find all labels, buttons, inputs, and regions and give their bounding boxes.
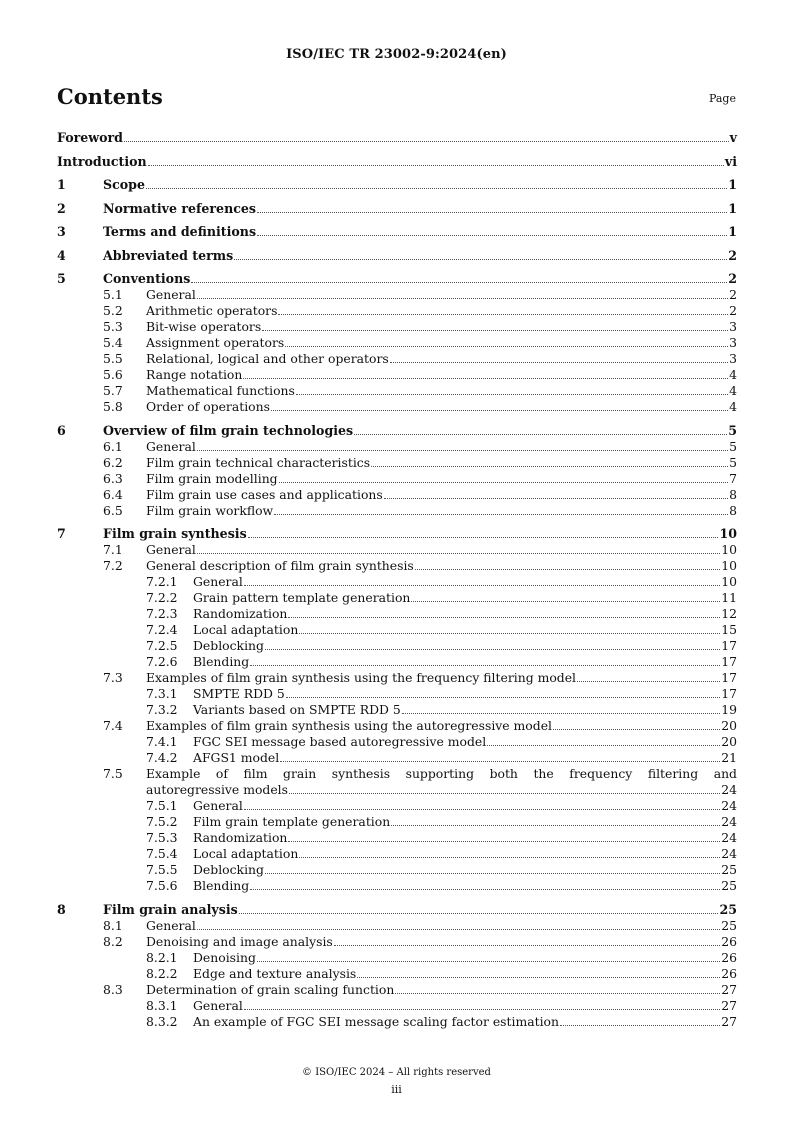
toc-leader-dots — [243, 377, 728, 379]
toc-entry[interactable] — [57, 439, 737, 455]
toc-entry-title: Assignment operators — [146, 335, 285, 350]
toc-entry[interactable] — [57, 423, 737, 439]
toc-entry-number: 7 — [57, 526, 66, 541]
toc-leader-dots — [191, 281, 727, 283]
toc-entry-page: 4 — [729, 399, 737, 414]
toc-entry[interactable] — [57, 201, 737, 217]
toc-leader-dots — [371, 465, 728, 467]
toc-entry-number: 5.3 — [103, 319, 123, 334]
toc-entry-page: 3 — [729, 335, 737, 350]
toc-leader-dots — [197, 928, 720, 930]
toc-entry-number: 5 — [57, 271, 66, 286]
table-of-contents — [57, 130, 737, 1030]
toc-leader-dots — [257, 211, 727, 213]
toc-entry-page: 17 — [721, 670, 737, 685]
toc-entry[interactable] — [57, 798, 737, 814]
toc-entry-page: 10 — [721, 558, 737, 573]
toc-leader-dots — [265, 648, 720, 650]
toc-entry-number: 7.2.5 — [146, 638, 178, 653]
toc-entry-title: Denoising and image analysis — [146, 933, 333, 949]
toc-leader-dots — [391, 824, 720, 826]
toc-entry-number: 7.2.4 — [146, 622, 178, 637]
toc-entry-page: 10 — [719, 526, 737, 541]
toc-entry-title: Randomization — [193, 830, 288, 845]
toc-entry-number: 7.3.2 — [146, 702, 178, 717]
toc-entry[interactable] — [57, 918, 737, 934]
toc-entry-number: 7.5.3 — [146, 830, 178, 845]
toc-entry[interactable] — [57, 622, 737, 638]
toc-entry[interactable] — [57, 638, 737, 654]
toc-entry-title: General — [146, 542, 196, 557]
toc-entry-number: 7.2 — [103, 558, 123, 573]
toc-entry-number: 8.3 — [103, 981, 123, 997]
toc-entry-title: Blending — [193, 654, 250, 669]
toc-leader-dots — [354, 433, 727, 435]
toc-entry-title: Foreword — [57, 130, 123, 145]
toc-entry[interactable] — [57, 814, 737, 830]
toc-entry-title: General description of film grain synthesis — [146, 558, 414, 573]
toc-entry-title: Examples of film grain synthesis using the autoregressive model — [146, 718, 552, 733]
toc-entry-page: 17 — [721, 638, 737, 653]
copyright-footer: © ISO/IEC 2024 – All rights reserved — [302, 1067, 491, 1078]
toc-entry-title: Terms and definitions — [103, 224, 257, 239]
toc-entry-title: Local adaptation — [193, 846, 299, 861]
toc-entry-number: 7.3 — [103, 670, 123, 685]
toc-entry-page: 2 — [728, 247, 737, 263]
toc-entry-page: 5 — [729, 454, 737, 470]
toc-entry-number: 8.2.2 — [146, 965, 178, 981]
toc-leader-dots — [148, 164, 724, 166]
toc-entry-number: 6.2 — [103, 454, 123, 470]
toc-entry-number: 7.5.2 — [146, 814, 178, 829]
toc-entry-page: 19 — [721, 702, 737, 717]
toc-entry[interactable] — [57, 526, 737, 542]
toc-entry[interactable] — [57, 846, 737, 862]
toc-entry[interactable] — [57, 224, 737, 240]
toc-leader-dots — [279, 481, 729, 483]
toc-entry-page: 2 — [729, 303, 737, 318]
toc-entry-title: Introduction — [57, 153, 147, 169]
toc-entry-page: 25 — [721, 917, 737, 933]
toc-entry[interactable] — [57, 177, 737, 193]
toc-entry[interactable] — [57, 862, 737, 878]
toc-entry[interactable] — [57, 982, 737, 998]
toc-entry-page: 4 — [729, 367, 737, 382]
toc-entry[interactable] — [57, 718, 737, 734]
toc-entry[interactable] — [57, 351, 737, 367]
toc-entry-title: Film grain workflow — [146, 502, 274, 518]
toc-entry-page: 24 — [721, 798, 737, 813]
toc-entry-page: 12 — [721, 606, 737, 621]
page-number: iii — [391, 1083, 402, 1096]
toc-entry[interactable] — [57, 934, 737, 950]
page-title: Contents — [57, 84, 163, 109]
toc-entry-number: 5.7 — [103, 383, 123, 398]
toc-entry-page: 26 — [721, 949, 737, 965]
toc-entry-page: 17 — [721, 686, 737, 701]
toc-entry-title: Deblocking — [193, 638, 264, 653]
toc-entry[interactable] — [57, 471, 737, 487]
toc-entry-page: 26 — [721, 933, 737, 949]
toc-entry[interactable] — [57, 319, 737, 335]
toc-entry-title: AFGS1 model — [193, 750, 280, 765]
toc-leader-dots — [250, 888, 720, 890]
toc-entry-title: Edge and texture analysis — [193, 965, 357, 981]
toc-entry-page: vi — [724, 153, 737, 169]
toc-entry-number: 8.1 — [103, 917, 123, 933]
toc-leader-dots — [402, 712, 720, 714]
toc-leader-dots — [560, 1024, 720, 1026]
toc-entry[interactable] — [57, 782, 737, 798]
toc-entry-number: 8.2 — [103, 933, 123, 949]
toc-entry[interactable] — [57, 902, 737, 918]
toc-entry-title: Examples of film grain synthesis using the frequency filtering model — [146, 670, 577, 685]
toc-entry-number: 7.2.6 — [146, 654, 178, 669]
toc-leader-dots — [296, 393, 728, 395]
toc-leader-dots — [197, 297, 728, 299]
toc-entry-number: 3 — [57, 224, 66, 239]
toc-leader-dots — [274, 513, 728, 515]
toc-entry[interactable] — [57, 950, 737, 966]
toc-entry[interactable] — [57, 574, 737, 590]
toc-entry-title: General — [193, 997, 243, 1013]
toc-leader-dots — [250, 664, 720, 666]
toc-entry-page: 7 — [729, 470, 737, 486]
toc-leader-dots — [288, 616, 720, 618]
toc-entry-page: 3 — [729, 319, 737, 334]
toc-entry-number: 5.4 — [103, 335, 123, 350]
toc-entry-page: 11 — [721, 590, 737, 605]
toc-entry[interactable] — [57, 303, 737, 319]
toc-leader-dots — [248, 536, 719, 538]
toc-entry-number: 7.2.1 — [146, 574, 178, 589]
toc-entry-page: 8 — [729, 502, 737, 518]
toc-entry-title: Film grain template generation — [193, 814, 391, 829]
toc-entry-title: Deblocking — [193, 862, 264, 877]
toc-entry-title: autoregressive models — [146, 782, 288, 797]
toc-entry-title: Film grain modelling — [146, 470, 278, 486]
toc-leader-dots — [288, 840, 720, 842]
toc-entry-page: 1 — [728, 224, 737, 239]
toc-entry[interactable] — [57, 1014, 737, 1030]
toc-entry[interactable] — [57, 487, 737, 503]
toc-leader-dots — [124, 140, 729, 142]
toc-entry-title-line1: Example of film grain synthesis supporting both the frequency filtering and — [146, 766, 737, 781]
toc-entry-number: 1 — [57, 177, 66, 192]
toc-entry-title: Determination of grain scaling function — [146, 981, 395, 997]
toc-entry-number: 5.5 — [103, 351, 123, 366]
toc-entry-title: Abbreviated terms — [103, 247, 234, 263]
toc-entry[interactable] — [57, 558, 737, 574]
toc-entry-number: 6.3 — [103, 470, 123, 486]
toc-entry-page: 1 — [728, 200, 737, 216]
toc-entry-page: 20 — [721, 734, 737, 749]
toc-entry[interactable] — [57, 750, 737, 766]
toc-entry-title: Mathematical functions — [146, 383, 295, 398]
page-column-label: Page — [708, 92, 736, 105]
toc-entry-page: 26 — [721, 965, 737, 981]
toc-leader-dots — [286, 696, 720, 698]
toc-entry[interactable] — [57, 830, 737, 846]
toc-entry-title: Film grain analysis — [103, 901, 238, 917]
toc-entry-page: 10 — [721, 542, 737, 557]
toc-entry-title: Relational, logical and other operators — [146, 351, 389, 366]
toc-entry-page: 15 — [721, 622, 737, 637]
toc-leader-dots — [390, 361, 728, 363]
toc-leader-dots — [334, 944, 720, 946]
toc-entry-title: FGC SEI message based autoregressive model — [193, 734, 487, 749]
toc-entry-page: 24 — [721, 846, 737, 861]
toc-leader-dots — [239, 912, 719, 914]
toc-entry-page: 5 — [728, 422, 737, 438]
toc-entry[interactable] — [57, 590, 737, 606]
toc-entry-title: Blending — [193, 878, 250, 893]
toc-leader-dots — [244, 1008, 720, 1010]
toc-leader-dots — [257, 960, 720, 962]
toc-entry-number: 7.4.1 — [146, 734, 178, 749]
toc-entry[interactable] — [57, 878, 737, 894]
toc-entry[interactable] — [57, 686, 737, 702]
toc-entry-number: 5.8 — [103, 399, 123, 414]
toc-leader-dots — [487, 744, 720, 746]
toc-entry-page: 17 — [721, 654, 737, 669]
toc-entry[interactable] — [57, 702, 737, 718]
toc-entry[interactable] — [57, 606, 737, 622]
toc-entry[interactable] — [57, 503, 737, 519]
toc-entry-page: 24 — [721, 814, 737, 829]
toc-entry-title: Film grain technical characteristics — [146, 454, 371, 470]
toc-leader-dots — [299, 632, 720, 634]
toc-entry-title: Overview of film grain technologies — [103, 422, 354, 438]
toc-entry-page: 20 — [721, 718, 737, 733]
toc-entry[interactable] — [57, 455, 737, 471]
toc-entry[interactable] — [57, 998, 737, 1014]
toc-leader-dots — [244, 584, 720, 586]
toc-entry-number: 7.5.1 — [146, 798, 178, 813]
toc-entry-number: 7.4 — [103, 718, 123, 733]
toc-entry-page: 21 — [721, 750, 737, 765]
toc-leader-dots — [285, 345, 728, 347]
toc-entry-number: 7.2.2 — [146, 590, 178, 605]
toc-leader-dots — [395, 992, 720, 994]
toc-entry-number: 7.5.4 — [146, 846, 178, 861]
toc-entry-page: 2 — [728, 271, 737, 286]
toc-entry[interactable] — [57, 271, 737, 287]
toc-entry-title: Grain pattern template generation — [193, 590, 411, 605]
toc-leader-dots — [553, 728, 720, 730]
toc-leader-dots — [577, 680, 720, 682]
toc-leader-dots — [357, 976, 720, 978]
toc-entry-page: 5 — [729, 438, 737, 454]
toc-entry-title: General — [146, 287, 196, 302]
toc-entry[interactable] — [57, 248, 737, 264]
toc-leader-dots — [289, 792, 720, 794]
toc-entry-title: Bit-wise operators — [146, 319, 262, 334]
toc-entry-title: SMPTE RDD 5 — [193, 686, 285, 701]
toc-entry-title: General — [193, 798, 243, 813]
toc-entry-number: 7.1 — [103, 542, 123, 557]
toc-leader-dots — [280, 760, 720, 762]
toc-entry[interactable] — [57, 335, 737, 351]
toc-entry-page: 1 — [728, 177, 737, 192]
toc-entry-number: 5.1 — [103, 287, 123, 302]
toc-entry-page: 27 — [721, 997, 737, 1013]
toc-entry-title: Denoising — [193, 949, 256, 965]
toc-entry-title: General — [146, 438, 196, 454]
toc-entry-number: 7.5.5 — [146, 862, 178, 877]
toc-leader-dots — [234, 258, 727, 260]
toc-entry[interactable] — [57, 734, 737, 750]
toc-entry-number: 7.3.1 — [146, 686, 178, 701]
toc-entry[interactable] — [57, 130, 737, 146]
toc-entry-page: 24 — [721, 782, 737, 797]
toc-entry-page: 25 — [721, 862, 737, 877]
toc-leader-dots — [262, 329, 728, 331]
toc-entry-number: 7.5.6 — [146, 878, 178, 893]
toc-entry[interactable] — [57, 399, 737, 415]
toc-entry-number: 6.4 — [103, 486, 123, 502]
toc-leader-dots — [257, 234, 727, 236]
toc-entry[interactable] — [57, 670, 737, 686]
toc-entry[interactable] — [57, 966, 737, 982]
toc-leader-dots — [197, 552, 720, 554]
toc-entry-number: 8.2.1 — [146, 949, 178, 965]
toc-entry-title: General — [146, 917, 196, 933]
toc-entry-page: 27 — [721, 981, 737, 997]
toc-entry-title: Order of operations — [146, 399, 270, 414]
toc-entry-wrap-line — [57, 766, 737, 782]
toc-entry-title: Scope — [103, 177, 145, 192]
toc-entry-number: 4 — [57, 247, 66, 263]
toc-entry-title: Film grain use cases and applications — [146, 486, 383, 502]
toc-leader-dots — [415, 568, 720, 570]
toc-entry[interactable] — [57, 542, 737, 558]
toc-entry-page: 3 — [729, 351, 737, 366]
toc-entry-number: 5.6 — [103, 367, 123, 382]
toc-entry-title: Normative references — [103, 200, 257, 216]
toc-entry-number: 7.4.2 — [146, 750, 178, 765]
toc-entry[interactable] — [57, 154, 737, 170]
toc-entry-number: 7.5 — [103, 766, 123, 781]
toc-entry-page: v — [729, 130, 737, 145]
toc-leader-dots — [384, 497, 728, 499]
toc-entry-title: Range notation — [146, 367, 243, 382]
toc-leader-dots — [197, 449, 728, 451]
toc-entry-number: 5.2 — [103, 303, 123, 318]
toc-entry-page: 24 — [721, 830, 737, 845]
toc-entry-page: 27 — [721, 1013, 737, 1029]
toc-entry[interactable] — [57, 654, 737, 670]
toc-leader-dots — [244, 808, 720, 810]
toc-leader-dots — [265, 872, 720, 874]
toc-leader-dots — [271, 409, 728, 411]
toc-entry-title: Film grain synthesis — [103, 526, 247, 541]
toc-entry-title: Variants based on SMPTE RDD 5 — [193, 702, 401, 717]
toc-entry-page: 8 — [729, 486, 737, 502]
toc-entry-number: 8.3.2 — [146, 1013, 178, 1029]
toc-entry-page: 4 — [729, 383, 737, 398]
toc-entry-number: 8.3.1 — [146, 997, 178, 1013]
toc-entry[interactable] — [57, 383, 737, 399]
toc-entry-title: Arithmetic operators — [146, 303, 278, 318]
toc-entry-number: 6.5 — [103, 502, 123, 518]
document-id-header: ISO/IEC TR 23002-9:2024(en) — [286, 47, 507, 62]
toc-entry[interactable] — [57, 367, 737, 383]
toc-entry-page: 25 — [719, 901, 737, 917]
toc-leader-dots — [299, 856, 720, 858]
toc-leader-dots — [411, 600, 720, 602]
toc-entry-number: 6.1 — [103, 438, 123, 454]
toc-entry-number: 8 — [57, 901, 66, 917]
toc-entry-title: Local adaptation — [193, 622, 299, 637]
toc-entry-title: An example of FGC SEI message scaling factor estimation — [193, 1013, 559, 1029]
toc-entry-page: 2 — [729, 287, 737, 302]
toc-entry-number: 6 — [57, 422, 66, 438]
toc-entry-number: 7.2.3 — [146, 606, 178, 621]
toc-entry-title: General — [193, 574, 243, 589]
toc-entry-title: Randomization — [193, 606, 288, 621]
toc-entry-title: Conventions — [103, 271, 191, 286]
toc-entry[interactable] — [57, 287, 737, 303]
toc-entry-page: 10 — [721, 574, 737, 589]
toc-entry-page: 25 — [721, 878, 737, 893]
toc-entry-number: 2 — [57, 200, 66, 216]
toc-leader-dots — [146, 187, 727, 189]
toc-leader-dots — [278, 313, 728, 315]
